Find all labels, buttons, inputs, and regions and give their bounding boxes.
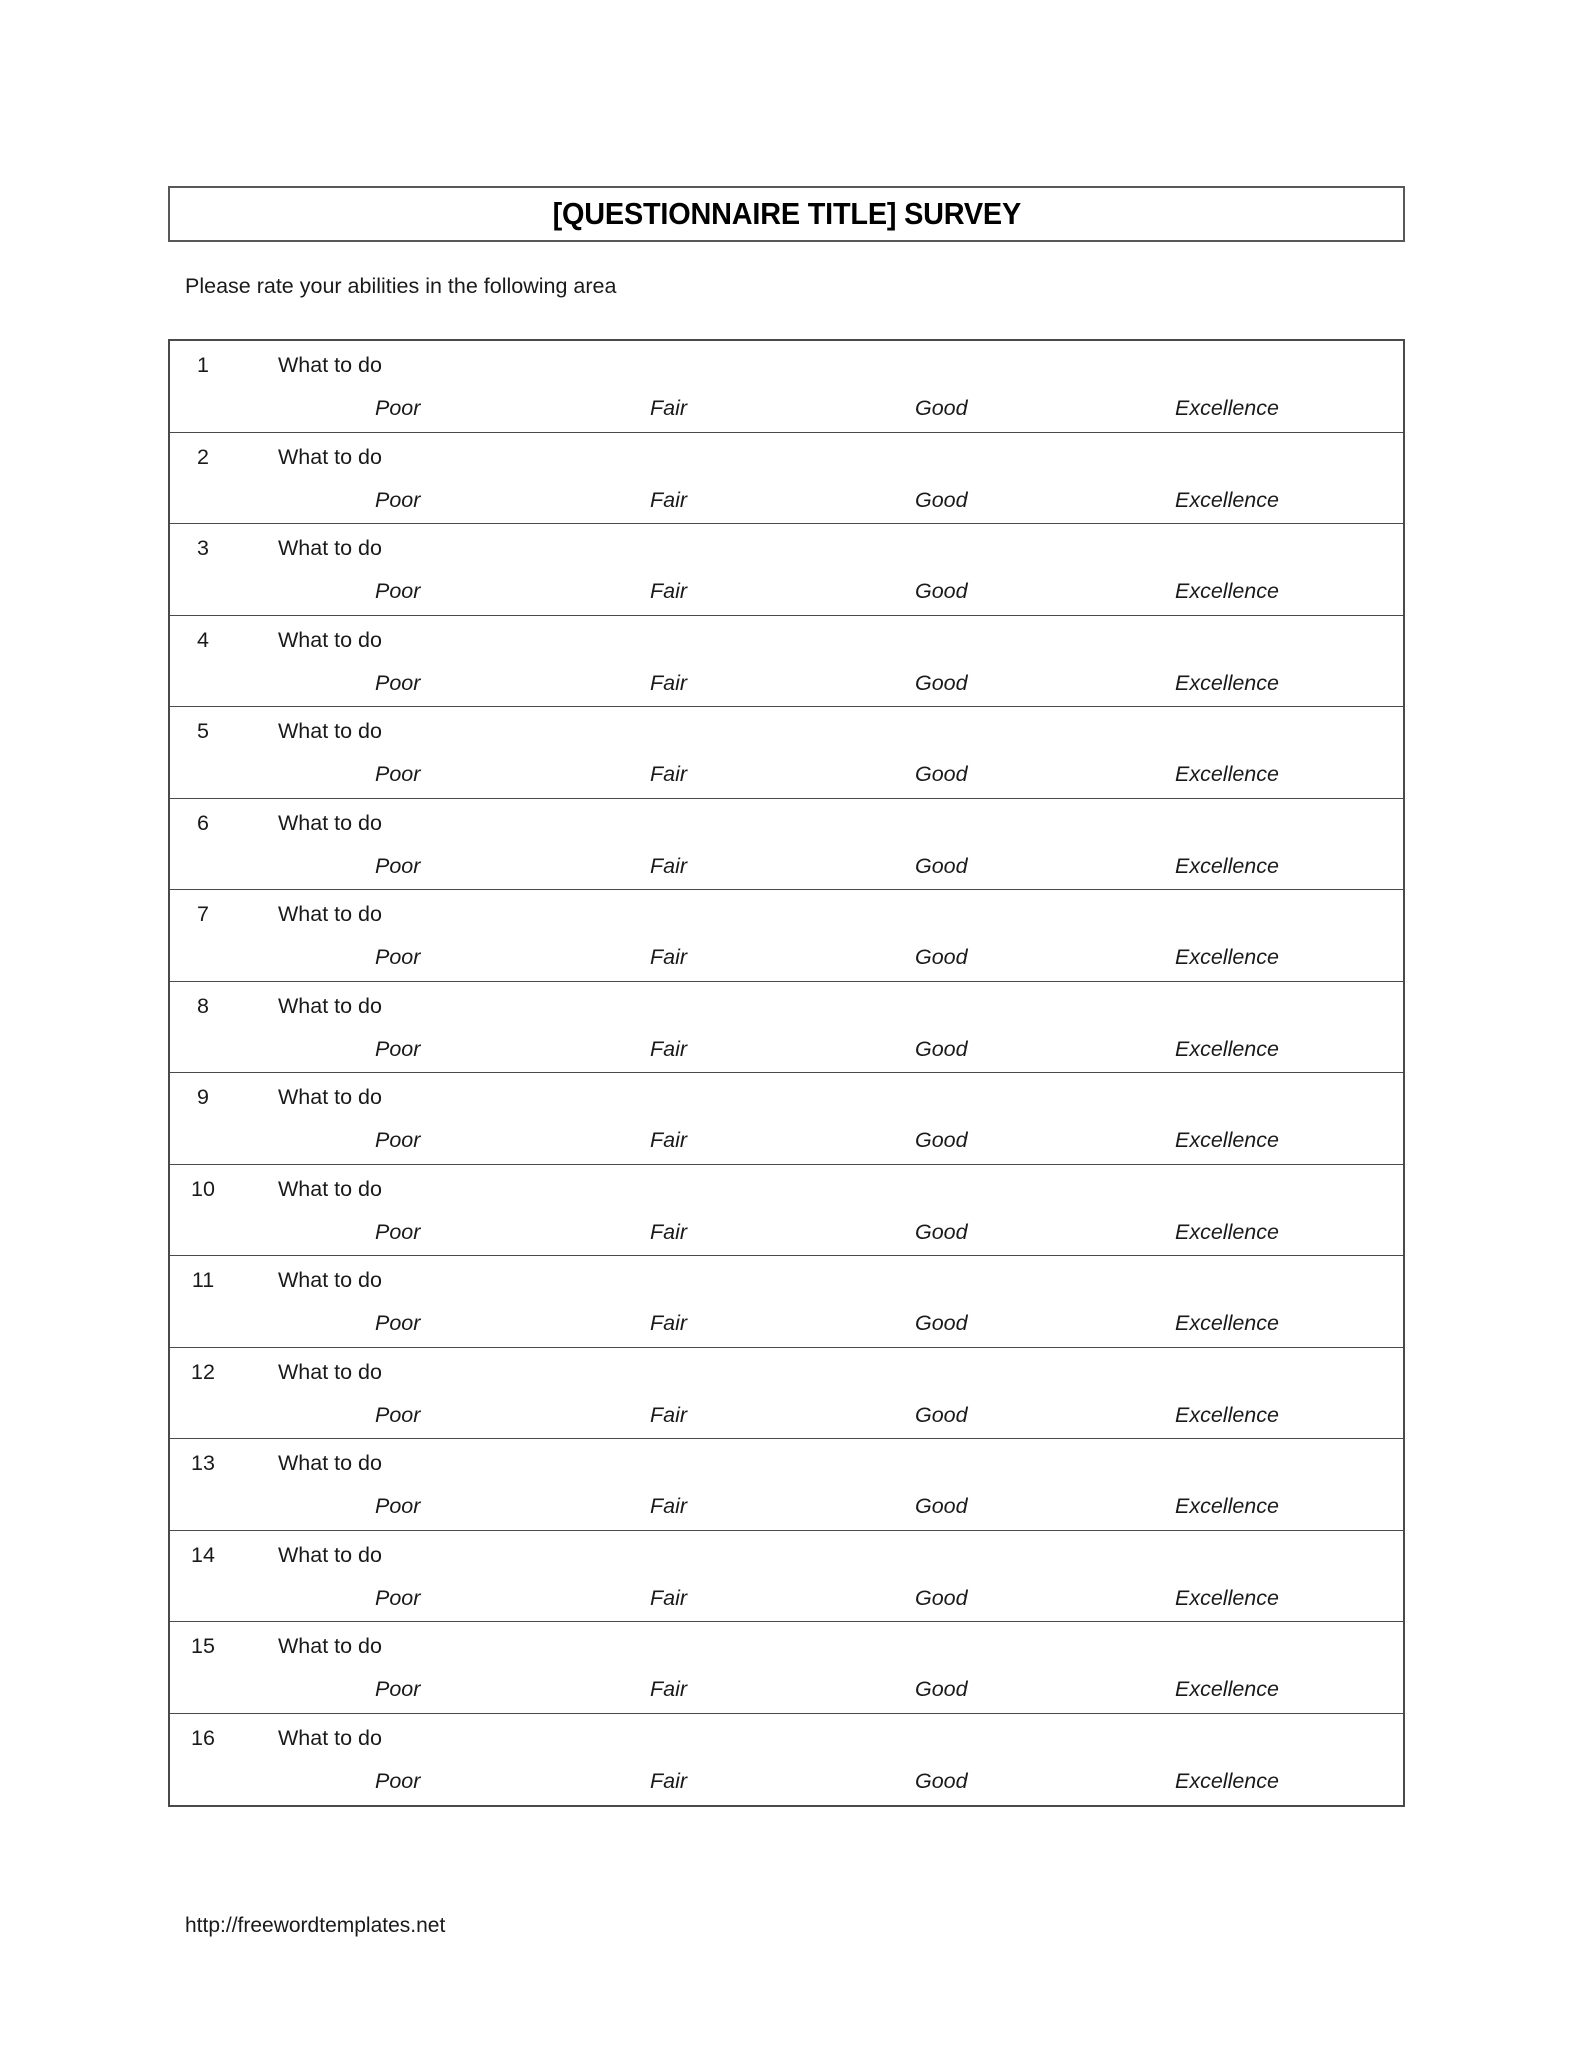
rating-option-fair[interactable]: Fair bbox=[650, 670, 688, 695]
instruction-text: Please rate your abilities in the following area bbox=[185, 274, 617, 298]
rating-option-poor[interactable]: Poor bbox=[375, 1128, 421, 1152]
row-number: 6 bbox=[197, 810, 209, 835]
rating-option-fair[interactable]: Fair bbox=[650, 396, 688, 420]
row-number: 2 bbox=[197, 444, 209, 469]
rating-option-fair[interactable]: Fair bbox=[650, 762, 688, 786]
rating-scale-line bbox=[170, 1117, 1403, 1163]
rating-scale-line bbox=[170, 385, 1403, 431]
question-label: What to do bbox=[278, 536, 382, 560]
question-line bbox=[170, 1165, 1403, 1211]
table-row[interactable] bbox=[170, 707, 1403, 799]
rating-option-excellence[interactable]: Excellence bbox=[1175, 1402, 1279, 1427]
rating-option-poor[interactable]: Poor bbox=[375, 1402, 421, 1427]
row-number: 16 bbox=[191, 1725, 215, 1750]
rating-scale-line bbox=[170, 1758, 1403, 1804]
question-line bbox=[170, 616, 1403, 662]
rating-option-fair[interactable]: Fair bbox=[650, 1585, 688, 1610]
rating-option-good[interactable]: Good bbox=[915, 1036, 968, 1061]
table-row[interactable] bbox=[170, 1073, 1403, 1165]
rating-option-fair[interactable]: Fair bbox=[650, 487, 688, 512]
rating-option-excellence[interactable]: Excellence bbox=[1175, 853, 1279, 878]
rating-option-fair[interactable]: Fair bbox=[650, 1677, 688, 1701]
rating-option-poor[interactable]: Poor bbox=[375, 487, 421, 512]
table-row[interactable] bbox=[170, 1622, 1403, 1714]
row-number: 15 bbox=[191, 1634, 215, 1658]
rating-option-fair[interactable]: Fair bbox=[650, 1128, 688, 1152]
question-label: What to do bbox=[278, 353, 382, 377]
rating-option-excellence[interactable]: Excellence bbox=[1175, 1036, 1279, 1061]
row-number: 3 bbox=[197, 536, 209, 560]
table-row[interactable] bbox=[170, 890, 1403, 982]
questionnaire-title-box bbox=[168, 186, 1405, 242]
rating-option-fair[interactable]: Fair bbox=[650, 1494, 688, 1518]
rating-scale-line bbox=[170, 1575, 1403, 1621]
table-row[interactable] bbox=[170, 524, 1403, 616]
rating-option-poor[interactable]: Poor bbox=[375, 1219, 421, 1244]
question-line bbox=[170, 524, 1403, 570]
rating-scale-line bbox=[170, 660, 1403, 706]
rating-option-excellence[interactable]: Excellence bbox=[1175, 487, 1279, 512]
rating-option-excellence[interactable]: Excellence bbox=[1175, 1677, 1279, 1701]
rating-option-poor[interactable]: Poor bbox=[375, 762, 421, 786]
rating-option-good[interactable]: Good bbox=[915, 1128, 968, 1152]
rating-option-good[interactable]: Good bbox=[915, 579, 968, 603]
rating-scale-line bbox=[170, 843, 1403, 889]
rating-option-poor[interactable]: Poor bbox=[375, 1768, 421, 1793]
question-label: What to do bbox=[278, 1085, 382, 1109]
table-row[interactable] bbox=[170, 1348, 1403, 1440]
rating-scale-line bbox=[170, 1209, 1403, 1255]
question-label: What to do bbox=[278, 1268, 382, 1292]
question-line bbox=[170, 1439, 1403, 1485]
rating-scale-line bbox=[170, 1392, 1403, 1438]
row-number: 9 bbox=[197, 1085, 209, 1109]
survey-table bbox=[168, 339, 1405, 1807]
rating-option-good[interactable]: Good bbox=[915, 762, 968, 786]
rating-option-good[interactable]: Good bbox=[915, 1585, 968, 1610]
question-line bbox=[170, 1073, 1403, 1119]
question-label: What to do bbox=[278, 1176, 382, 1201]
rating-scale-line bbox=[170, 1666, 1403, 1712]
rating-option-good[interactable]: Good bbox=[915, 670, 968, 695]
row-number: 5 bbox=[197, 719, 209, 743]
question-label: What to do bbox=[278, 993, 382, 1018]
rating-option-excellence[interactable]: Excellence bbox=[1175, 762, 1279, 786]
rating-option-excellence[interactable]: Excellence bbox=[1175, 670, 1279, 695]
rating-scale-line bbox=[170, 477, 1403, 523]
rating-option-good[interactable]: Good bbox=[915, 945, 968, 969]
question-line bbox=[170, 707, 1403, 753]
rating-option-good[interactable]: Good bbox=[915, 487, 968, 512]
rating-option-poor[interactable]: Poor bbox=[375, 1585, 421, 1610]
rating-scale-line bbox=[170, 751, 1403, 797]
question-line bbox=[170, 1622, 1403, 1668]
rating-scale-line bbox=[170, 568, 1403, 614]
question-line bbox=[170, 1256, 1403, 1302]
row-number: 4 bbox=[197, 627, 209, 652]
question-label: What to do bbox=[278, 1725, 382, 1750]
question-line bbox=[170, 433, 1403, 479]
rating-option-fair[interactable]: Fair bbox=[650, 945, 688, 969]
rating-option-poor[interactable]: Poor bbox=[375, 1311, 421, 1335]
table-row[interactable] bbox=[170, 616, 1403, 708]
rating-option-poor[interactable]: Poor bbox=[375, 945, 421, 969]
rating-scale-line bbox=[170, 1483, 1403, 1529]
question-label: What to do bbox=[278, 810, 382, 835]
table-row[interactable] bbox=[170, 1714, 1403, 1806]
rating-option-excellence[interactable]: Excellence bbox=[1175, 1219, 1279, 1244]
footer-url: http://freewordtemplates.net bbox=[185, 1914, 446, 1937]
rating-option-poor[interactable]: Poor bbox=[375, 579, 421, 603]
rating-option-excellence[interactable]: Excellence bbox=[1175, 1585, 1279, 1610]
rating-option-fair[interactable]: Fair bbox=[650, 579, 688, 603]
question-label: What to do bbox=[278, 627, 382, 652]
row-number: 10 bbox=[191, 1176, 215, 1201]
rating-option-excellence[interactable]: Excellence bbox=[1175, 579, 1279, 603]
question-line bbox=[170, 341, 1403, 387]
table-row[interactable] bbox=[170, 799, 1403, 891]
rating-option-good[interactable]: Good bbox=[915, 1677, 968, 1701]
question-line bbox=[170, 799, 1403, 845]
table-row[interactable] bbox=[170, 1256, 1403, 1348]
rating-option-fair[interactable]: Fair bbox=[650, 1219, 688, 1244]
rating-option-good[interactable]: Good bbox=[915, 853, 968, 878]
question-line bbox=[170, 1348, 1403, 1394]
rating-option-poor[interactable]: Poor bbox=[375, 1677, 421, 1701]
question-label: What to do bbox=[278, 719, 382, 743]
table-row[interactable] bbox=[170, 341, 1403, 433]
rating-option-poor[interactable]: Poor bbox=[375, 853, 421, 878]
rating-scale-line bbox=[170, 1300, 1403, 1346]
rating-option-good[interactable]: Good bbox=[915, 396, 968, 420]
rating-option-good[interactable]: Good bbox=[915, 1494, 968, 1518]
table-row[interactable] bbox=[170, 1165, 1403, 1257]
question-line bbox=[170, 1531, 1403, 1577]
table-row[interactable] bbox=[170, 433, 1403, 525]
question-label: What to do bbox=[278, 444, 382, 469]
page-title: [QUESTIONNAIRE TITLE] SURVEY bbox=[552, 196, 1021, 231]
rating-option-excellence[interactable]: Excellence bbox=[1175, 1494, 1279, 1518]
rating-option-poor[interactable]: Poor bbox=[375, 670, 421, 695]
question-label: What to do bbox=[278, 902, 382, 926]
rating-option-excellence[interactable]: Excellence bbox=[1175, 1128, 1279, 1152]
rating-option-good[interactable]: Good bbox=[915, 1402, 968, 1427]
question-label: What to do bbox=[278, 1451, 382, 1475]
rating-option-poor[interactable]: Poor bbox=[375, 1036, 421, 1061]
question-label: What to do bbox=[278, 1359, 382, 1384]
rating-option-poor[interactable]: Poor bbox=[375, 1494, 421, 1518]
rating-option-fair[interactable]: Fair bbox=[650, 1036, 688, 1061]
row-number: 7 bbox=[197, 902, 209, 926]
row-number: 11 bbox=[191, 1268, 215, 1292]
rating-option-good[interactable]: Good bbox=[915, 1311, 968, 1335]
rating-option-fair[interactable]: Fair bbox=[650, 1768, 688, 1793]
row-number: 1 bbox=[197, 353, 209, 377]
question-line bbox=[170, 890, 1403, 936]
rating-option-excellence[interactable]: Excellence bbox=[1175, 396, 1279, 420]
table-row[interactable] bbox=[170, 1531, 1403, 1623]
table-row[interactable] bbox=[170, 982, 1403, 1074]
rating-option-fair[interactable]: Fair bbox=[650, 1311, 688, 1335]
row-number: 14 bbox=[191, 1542, 215, 1567]
rating-option-excellence[interactable]: Excellence bbox=[1175, 1768, 1279, 1793]
row-number: 13 bbox=[191, 1451, 215, 1475]
rating-option-good[interactable]: Good bbox=[915, 1768, 968, 1793]
rating-option-excellence[interactable]: Excellence bbox=[1175, 945, 1279, 969]
question-label: What to do bbox=[278, 1634, 382, 1658]
question-line bbox=[170, 982, 1403, 1028]
rating-option-excellence[interactable]: Excellence bbox=[1175, 1311, 1279, 1335]
table-row[interactable] bbox=[170, 1439, 1403, 1531]
rating-scale-line bbox=[170, 1026, 1403, 1072]
rating-option-poor[interactable]: Poor bbox=[375, 396, 421, 420]
question-line bbox=[170, 1714, 1403, 1760]
row-number: 12 bbox=[191, 1359, 215, 1384]
rating-option-fair[interactable]: Fair bbox=[650, 853, 688, 878]
rating-scale-line bbox=[170, 934, 1403, 980]
question-label: What to do bbox=[278, 1542, 382, 1567]
row-number: 8 bbox=[197, 993, 209, 1018]
rating-option-good[interactable]: Good bbox=[915, 1219, 968, 1244]
rating-option-fair[interactable]: Fair bbox=[650, 1402, 688, 1427]
